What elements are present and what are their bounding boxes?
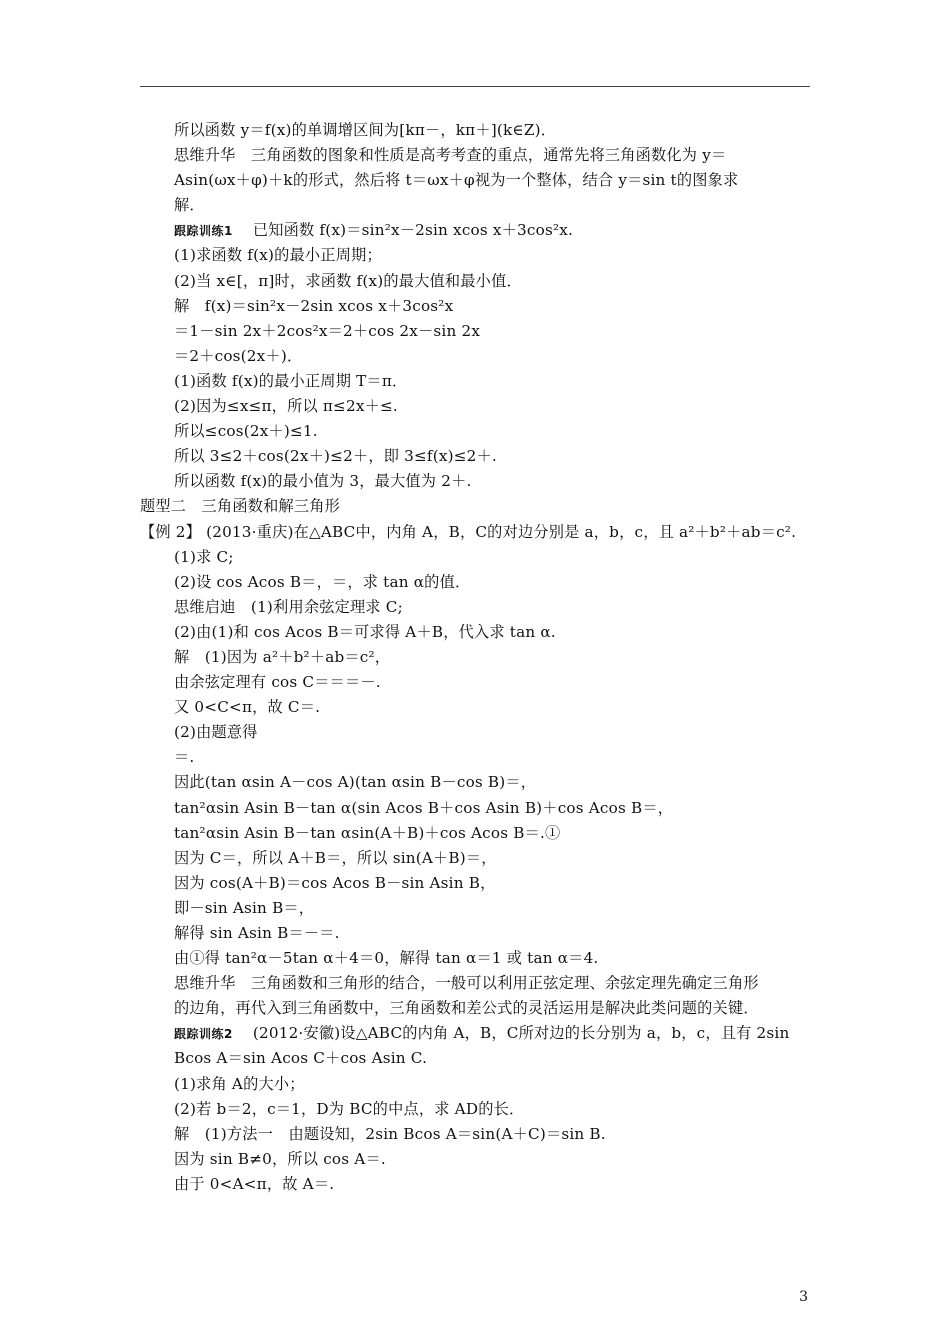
text-line	[140, 821, 820, 846]
text-line	[140, 494, 820, 519]
line-text: (2)若 b＝2，c＝1，D为 BC的中点，求 AD的长．	[174, 1099, 525, 1118]
line-text: (2)当 x∈[，π]时，求函数 f(x)的最大值和最小值．	[174, 271, 522, 290]
text-line	[140, 1172, 820, 1197]
text-line	[140, 996, 820, 1021]
text-line	[140, 1147, 820, 1172]
line-text: 解得 sin Asin B＝－＝.	[174, 924, 340, 942]
text-line	[140, 595, 820, 620]
text-line	[140, 444, 820, 469]
header-rule	[140, 86, 810, 87]
text-line	[140, 971, 820, 996]
text-line	[140, 946, 820, 971]
text-line	[140, 796, 820, 821]
line-text: (2)设 cos Acos B＝，＝，求 tan α的值．	[174, 572, 471, 591]
line-text: 即－sin Asin B＝，	[174, 898, 315, 917]
line-text: 思维启迪 (1)利用余弦定理求 C;	[174, 597, 403, 616]
text-line	[140, 570, 820, 595]
text-line	[140, 770, 820, 795]
line-text: 由①得 tan²α－5tan α＋4＝0，解得 tan α＝1 或 tan α＝4.	[174, 949, 599, 968]
line-text: ＝.	[174, 748, 195, 767]
line-text: Bcos A＝sin Acos C＋cos Asin C.	[174, 1049, 428, 1068]
line-text: 解 f(x)＝sin²x－2sin xcos x＋3cos²x	[174, 296, 454, 315]
text-line	[140, 896, 820, 921]
line-text: ＝2＋cos(2x＋)．	[174, 346, 303, 365]
line-text: 所以≤cos(2x＋)≤1.	[174, 422, 318, 441]
line-text: 思维升华 三角函数和三角形的结合，一般可以利用正弦定理、余弦定理先确定三角形	[174, 974, 759, 993]
line-text: (1)求 C;	[174, 547, 234, 566]
line-text: 又 0<C<π，故 C＝.	[174, 698, 321, 717]
text-line	[140, 695, 820, 720]
text-line	[140, 1046, 820, 1071]
exercise-tag: 跟踪训练2	[174, 1027, 233, 1042]
text-line	[140, 243, 820, 268]
line-text: (2)由题意得	[174, 723, 258, 742]
line-text: 【例 2】 (2013·重庆)在△ABC中，内角 A，B，C的对边分别是 a，b，c，且 a²＋b²＋ab＝c².	[140, 522, 797, 541]
text-line	[140, 921, 820, 946]
line-text: tan²αsin Asin B－tan α(sin Acos B＋cos Asin B)＋cos Acos B＝，	[174, 798, 674, 817]
line-text: (1)函数 f(x)的最小正周期 T＝π．	[174, 371, 408, 390]
line-text: 由于 0<A<π，故 A＝.	[174, 1174, 335, 1193]
text-line	[140, 294, 820, 319]
line-text: (2)因为≤x≤π，所以 π≤2x＋≤.	[174, 397, 398, 416]
line-text: 因为 cos(A＋B)＝cos Acos B－sin Asin B，	[174, 873, 496, 892]
line-text: ＝1－sin 2x＋2cos²x＝2＋cos 2x－sin 2x	[174, 321, 481, 340]
text-line	[140, 745, 820, 770]
line-text: 所以 3≤2＋cos(2x＋)≤2＋，即 3≤f(x)≤2＋.	[174, 447, 497, 466]
line-text: (1)求函数 f(x)的最小正周期；	[174, 246, 382, 265]
text-line	[140, 720, 820, 745]
text-line	[140, 344, 820, 369]
line-text: tan²αsin Asin B－tan αsin(A＋B)＋cos Acos B＝.①	[174, 823, 561, 842]
text-line	[140, 1021, 820, 1046]
text-line	[140, 143, 820, 168]
text-line	[140, 469, 820, 494]
text-line	[140, 1072, 820, 1097]
text-line	[140, 394, 820, 419]
text-line	[140, 520, 820, 545]
text-line	[140, 369, 820, 394]
text-line	[140, 218, 820, 243]
line-text: 已知函数 f(x)＝sin²x－2sin xcos x＋3cos²x.	[252, 221, 574, 240]
text-line	[140, 1097, 820, 1122]
text-line	[140, 269, 820, 294]
text-line	[140, 871, 820, 896]
exercise-tag: 跟踪训练1	[174, 224, 233, 239]
text-line	[140, 168, 820, 193]
text-line	[140, 670, 820, 695]
text-line	[140, 319, 820, 344]
text-line	[140, 846, 820, 871]
line-text: 解 (1)方法一 由题设知，2sin Bcos A＝sin(A＋C)＝sin B.	[174, 1124, 606, 1143]
text-line	[140, 1122, 820, 1147]
line-text: (2012·安徽)设△ABC的内角 A，B，C所对边的长分别为 a，b，c，且有 2sin	[252, 1024, 790, 1043]
text-line	[140, 645, 820, 670]
line-text: 思维升华 三角函数的图象和性质是高考考查的重点，通常先将三角函数化为 y＝	[174, 146, 727, 165]
line-text: 因为 C＝，所以 A＋B＝，所以 sin(A＋B)＝，	[174, 848, 497, 867]
document-body	[140, 118, 820, 1197]
line-text: 因此(tan αsin A－cos A)(tan αsin B－cos B)＝，	[174, 773, 537, 792]
line-text: (2)由(1)和 cos Acos B＝可求得 A＋B，代入求 tan α.	[174, 622, 556, 641]
line-text: 的边角，再代入到三角函数中，三角函数和差公式的灵活运用是解决此类问题的关键．	[174, 999, 759, 1018]
line-text: 所以函数 y＝f(x)的单调增区间为[kπ－，kπ＋](k∈Z)．	[174, 121, 557, 139]
line-text: 解 (1)因为 a²＋b²＋ab＝c²，	[174, 647, 391, 666]
page-number: 3	[799, 1289, 808, 1305]
line-text: 解．	[174, 196, 205, 215]
line-text: 因为 sin B≠0，所以 cos A＝.	[174, 1149, 386, 1168]
line-text: (1)求角 A的大小；	[174, 1074, 305, 1093]
text-line	[140, 620, 820, 645]
line-text: 由余弦定理有 cos C＝＝＝－.	[174, 673, 381, 692]
line-text: Asin(ωx＋φ)＋k的形式，然后将 t＝ωx＋φ视为一个整体，结合 y＝sin t的图象求	[174, 171, 739, 190]
line-text: 题型二 三角函数和解三角形	[140, 497, 341, 516]
text-line	[140, 545, 820, 570]
text-line	[140, 118, 820, 143]
text-line	[140, 193, 820, 218]
line-text: 所以函数 f(x)的最小值为 3，最大值为 2＋.	[174, 472, 472, 491]
text-line	[140, 419, 820, 444]
